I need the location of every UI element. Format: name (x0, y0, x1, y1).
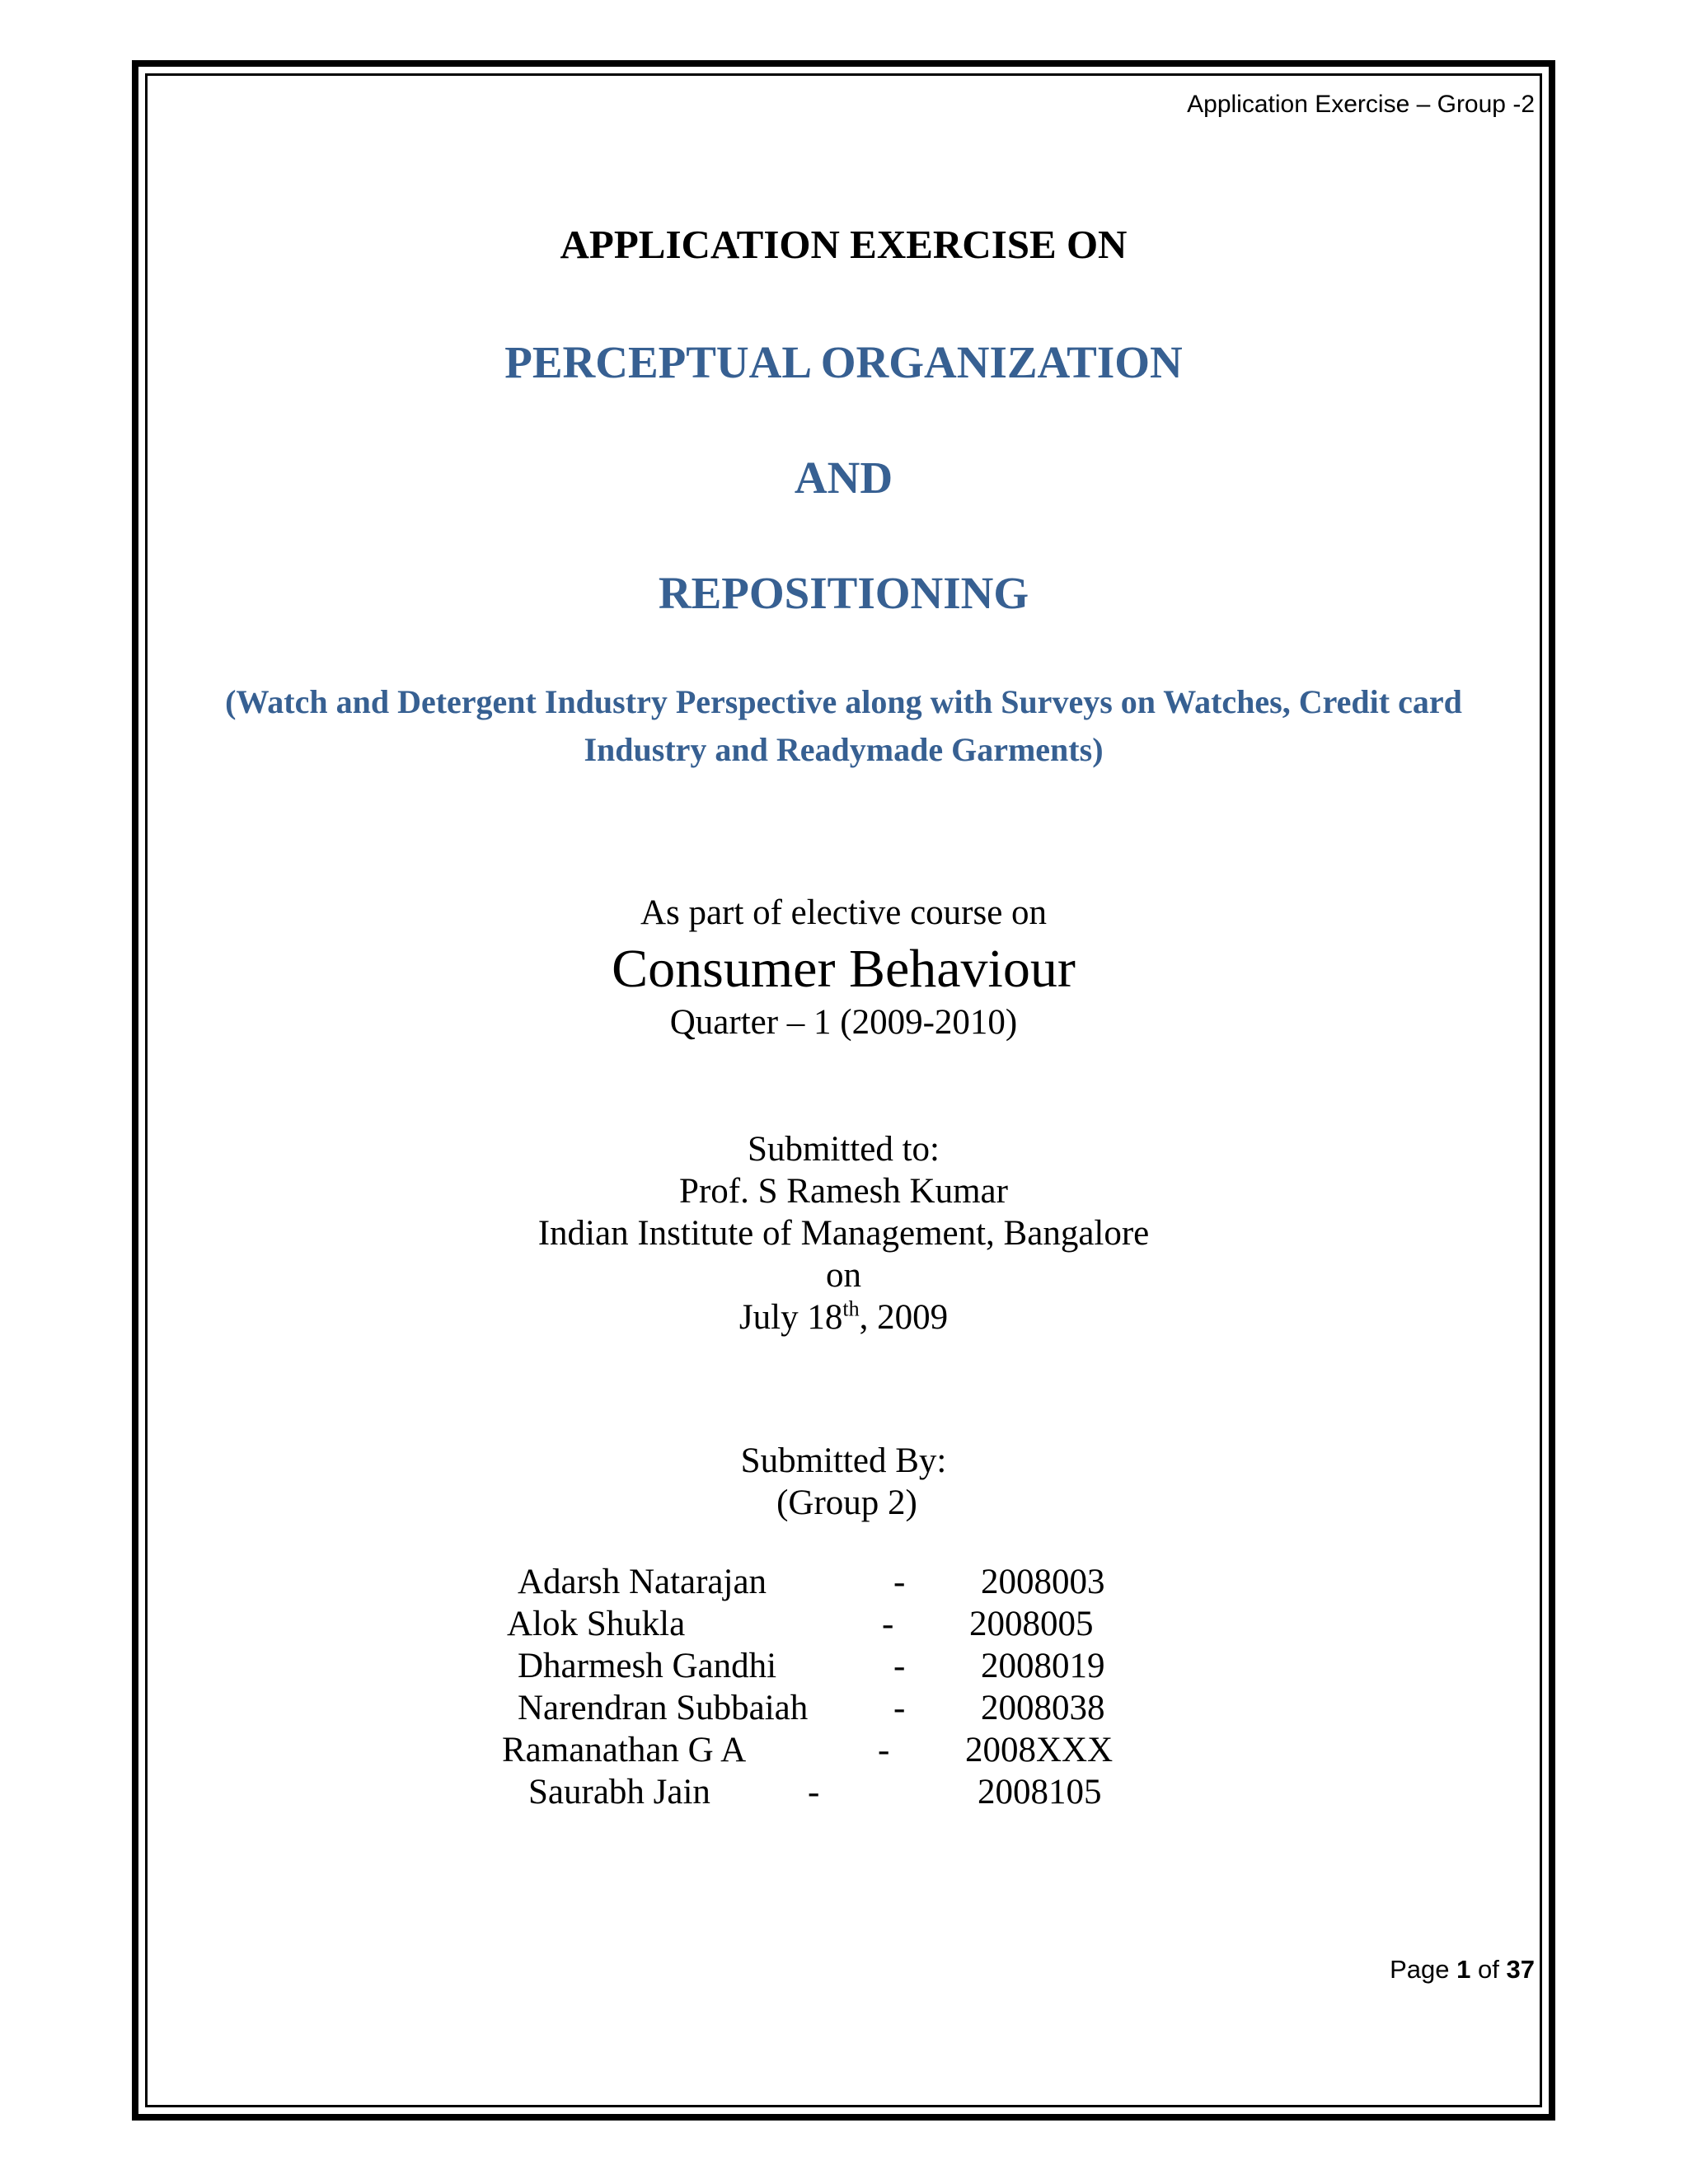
member-dash: - (893, 1689, 906, 1727)
page-number: Page 1 of 37 (1390, 1955, 1535, 1984)
institute-name: Indian Institute of Management, Bangalore (537, 1214, 1150, 1253)
member-dash: - (893, 1563, 906, 1601)
submission-date: July 18th, 2009 (738, 1296, 949, 1337)
course-quarter: Quarter – 1 (2009-2010) (669, 1003, 1018, 1042)
member-name: Narendran Subbaiah (518, 1689, 809, 1727)
title-line-2: PERCEPTUAL ORGANIZATION (504, 337, 1183, 387)
member-name: Ramanathan G A (502, 1731, 747, 1769)
member-id: 2008105 (978, 1773, 1102, 1811)
members-list (145, 1562, 1542, 1858)
submitted-by-block (145, 1440, 1542, 1524)
member-id: 2008003 (981, 1563, 1105, 1601)
professor-name: Prof. S Ramesh Kumar (679, 1172, 1008, 1211)
subtitle-line-2: Industry and Readymade Garments) (584, 731, 1104, 768)
title-line-4: REPOSITIONING (658, 568, 1029, 618)
member-id: 2008005 (969, 1605, 1094, 1643)
member-dash: - (893, 1647, 906, 1685)
member-id: 2008038 (981, 1689, 1105, 1727)
course-intro: As part of elective course on (640, 893, 1048, 932)
title-line-1: APPLICATION EXERCISE ON (560, 222, 1128, 267)
member-name: Dharmesh Gandhi (518, 1647, 777, 1685)
subtitle (145, 678, 1542, 774)
course-name: Consumer Behaviour (612, 939, 1076, 999)
member-dash: - (882, 1605, 894, 1643)
member-id: 2008XXX (965, 1731, 1114, 1769)
running-header: Application Exercise – Group -2 (1187, 91, 1535, 118)
submitted-to-label: Submitted to: (748, 1130, 940, 1169)
title-line-3: AND (794, 452, 893, 503)
submitted-to-block (145, 1128, 1542, 1338)
member-dash: - (808, 1773, 820, 1811)
member-id: 2008019 (981, 1647, 1105, 1685)
member-name: Saurabh Jain (528, 1773, 710, 1811)
on-label: on (826, 1256, 861, 1295)
member-dash: - (878, 1731, 890, 1769)
submitted-by-label: Submitted By: (740, 1441, 947, 1480)
subtitle-line-1: (Watch and Detergent Industry Perspective along with Surveys on Watches, Credit card (225, 683, 1462, 720)
member-name: Adarsh Natarajan (518, 1563, 767, 1601)
member-name: Alok Shukla (507, 1605, 686, 1643)
group-label: (Group 2) (776, 1483, 917, 1522)
